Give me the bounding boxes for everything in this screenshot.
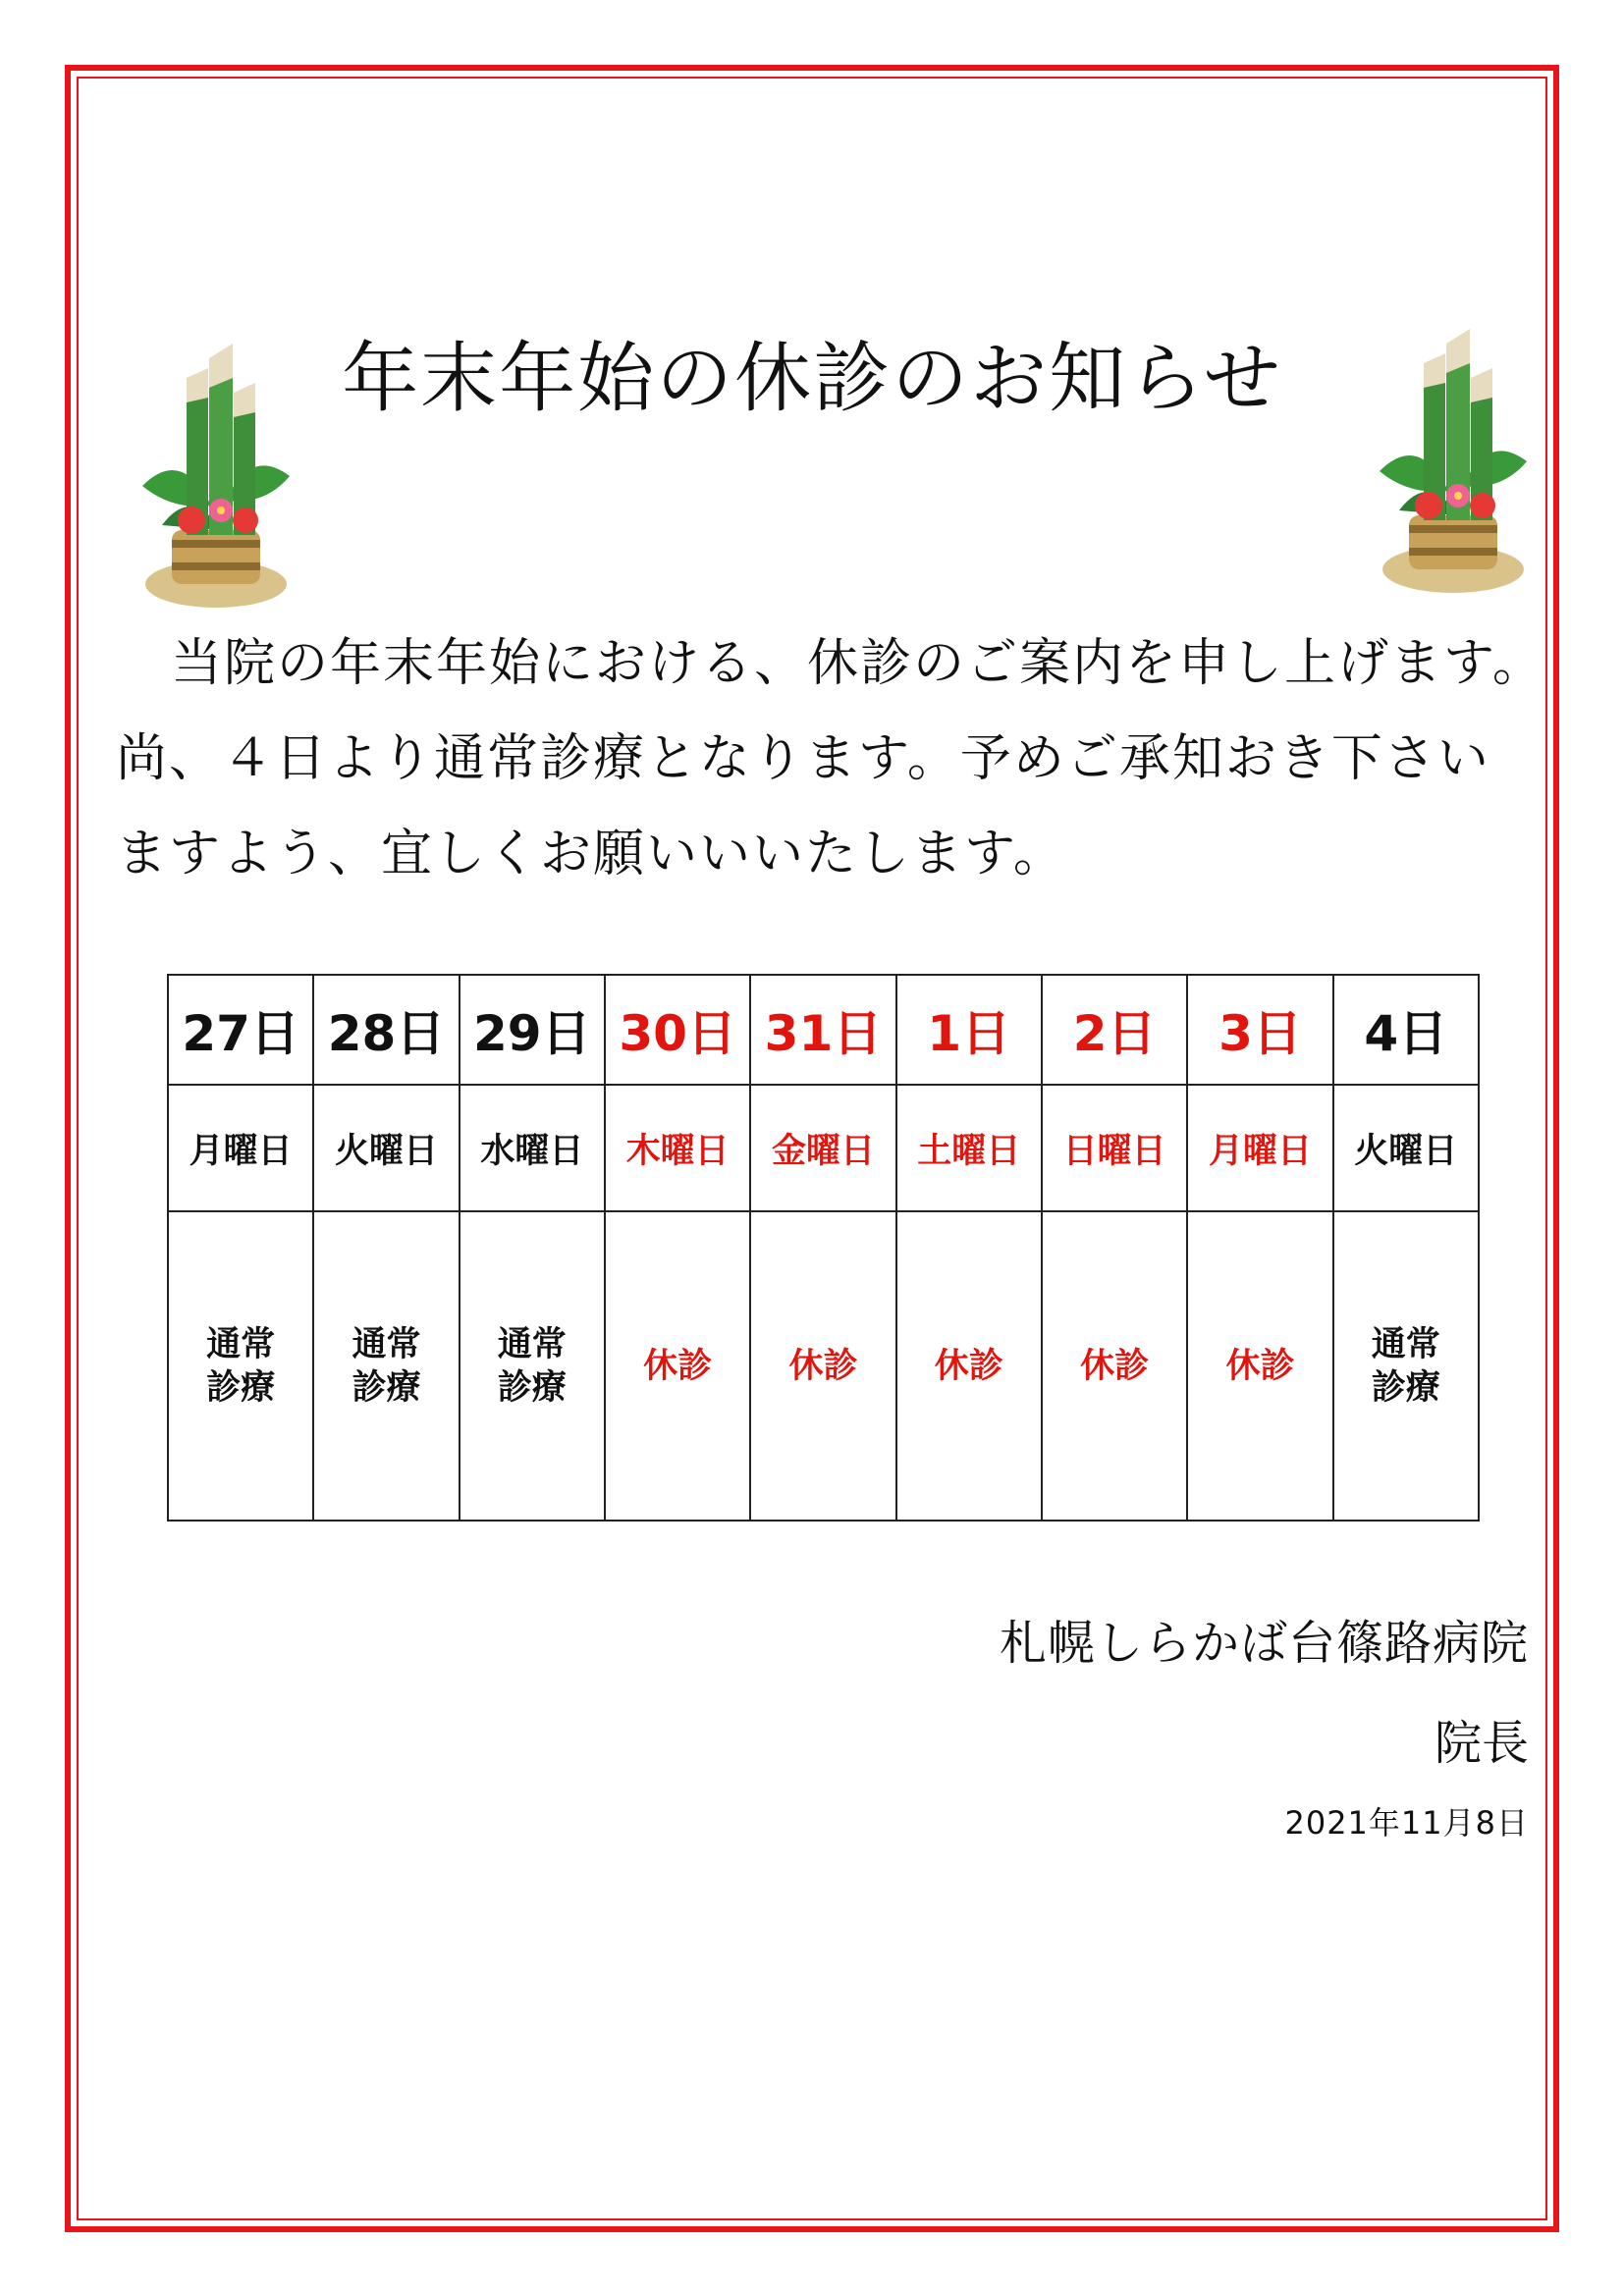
weekday-cell: 日曜日 xyxy=(1042,1085,1187,1211)
status-row xyxy=(168,1211,1479,1521)
status-label: 休診 xyxy=(1225,1346,1295,1386)
status-label: 休診 xyxy=(934,1346,1003,1386)
status-label: 休診 xyxy=(1080,1346,1150,1386)
date-cell: 2日 xyxy=(1042,975,1187,1085)
status-cell xyxy=(168,1211,313,1521)
kadomatsu-icon xyxy=(1370,324,1537,599)
status-label: 通常診療 xyxy=(1371,1324,1440,1408)
date-cell: 27日 xyxy=(168,975,313,1085)
status-cell xyxy=(750,1211,895,1521)
status-label: 通常診療 xyxy=(206,1324,276,1408)
date-cell: 1日 xyxy=(896,975,1042,1085)
date-cell: 28日 xyxy=(313,975,459,1085)
weekday-cell: 水曜日 xyxy=(460,1085,605,1211)
status-cell xyxy=(313,1211,459,1521)
weekday-cell: 木曜日 xyxy=(605,1085,750,1211)
weekday-cell: 金曜日 xyxy=(750,1085,895,1211)
paragraph-line: ますよう、宜しくお願いいいたします。 xyxy=(116,825,1066,883)
status-label: 休診 xyxy=(643,1346,713,1386)
weekday-cell: 火曜日 xyxy=(1333,1085,1479,1211)
weekday-cell: 月曜日 xyxy=(1187,1085,1332,1211)
paragraph-line: 尚、４日より通常診療となります。予めご承知おき下さい xyxy=(116,729,1490,788)
status-cell xyxy=(605,1211,750,1521)
paragraph-line: 当院の年末年始における、休診のご案内を申し上げます。 xyxy=(171,634,1545,693)
status-cell xyxy=(1333,1211,1479,1521)
status-label: 通常診療 xyxy=(352,1324,421,1408)
date-row xyxy=(168,975,1479,1085)
date-cell: 29日 xyxy=(460,975,605,1085)
notice-title: 年末年始の休診のお知らせ xyxy=(342,335,1282,423)
status-cell xyxy=(1042,1211,1187,1521)
status-label: 通常診療 xyxy=(497,1324,567,1408)
notice-paragraph xyxy=(116,616,1559,902)
issue-date: 2021年11月8日 xyxy=(1284,1804,1529,1842)
status-cell xyxy=(460,1211,605,1521)
hospital-name: 札幌しらかば台篠路病院 xyxy=(999,1616,1529,1671)
date-cell: 4日 xyxy=(1333,975,1479,1085)
status-cell xyxy=(896,1211,1042,1521)
status-cell xyxy=(1187,1211,1332,1521)
date-cell: 30日 xyxy=(605,975,750,1085)
weekday-cell: 火曜日 xyxy=(313,1085,459,1211)
signatory: 院長 xyxy=(1434,1716,1529,1771)
weekday-cell: 土曜日 xyxy=(896,1085,1042,1211)
date-cell: 31日 xyxy=(750,975,895,1085)
holiday-schedule-table xyxy=(167,974,1480,1522)
weekday-row xyxy=(168,1085,1479,1211)
weekday-cell: 月曜日 xyxy=(168,1085,313,1211)
status-label: 休診 xyxy=(788,1346,858,1386)
date-cell: 3日 xyxy=(1187,975,1332,1085)
